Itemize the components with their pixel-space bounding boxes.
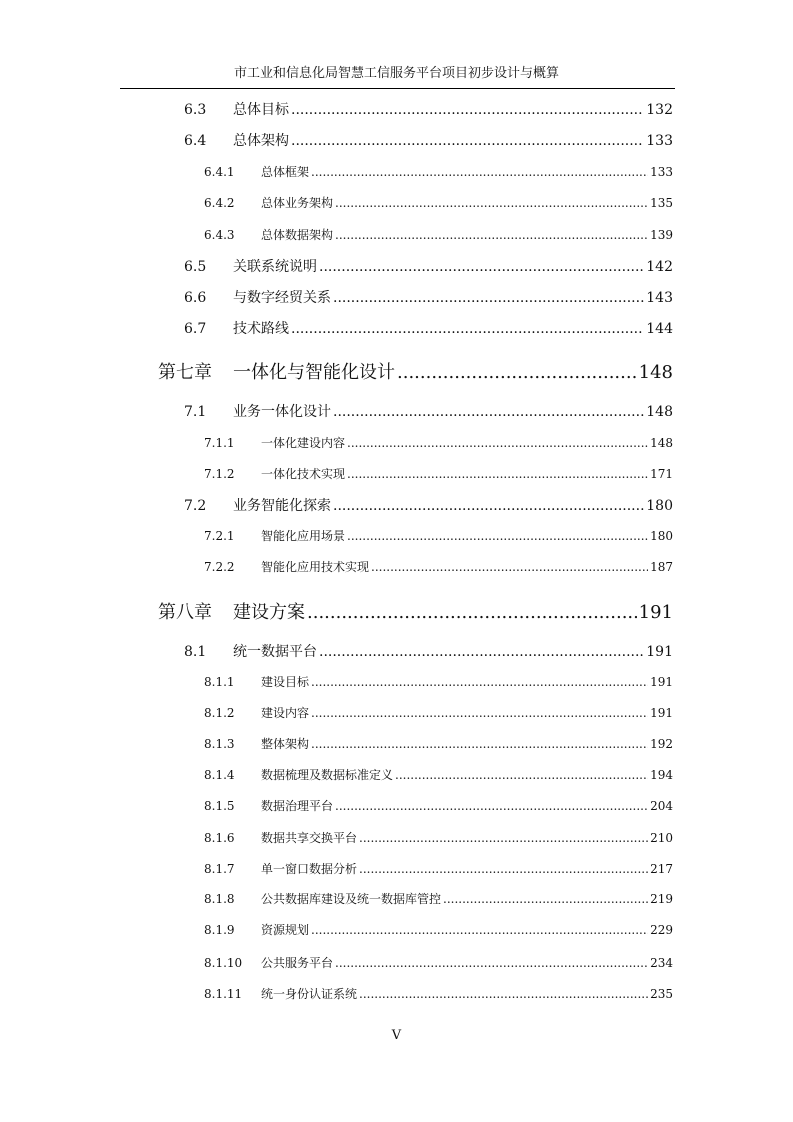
toc-dot-leader (335, 228, 648, 242)
toc-entry-title: 总体框架 (261, 165, 310, 179)
toc-entry-title: 一体化技术实现 (261, 467, 346, 481)
toc-dot-leader (333, 498, 644, 514)
toc-dot-leader (291, 133, 644, 149)
toc-entry-number: 8.1.3 (204, 737, 235, 751)
toc-entry-title: 总体目标 (233, 102, 289, 118)
toc-entry[interactable] (184, 130, 673, 150)
toc-entry[interactable] (204, 954, 673, 971)
toc-dot-leader (347, 436, 648, 450)
toc-entry[interactable] (204, 527, 673, 544)
toc-entry[interactable] (158, 358, 673, 384)
toc-entry[interactable] (204, 829, 673, 846)
toc-entry-number: 8.1.6 (204, 831, 235, 845)
toc-entry-title: 关联系统说明 (233, 259, 317, 275)
toc-dot-leader (359, 862, 648, 876)
toc-dot-leader (311, 165, 648, 179)
toc-entry-number: 8.1 (184, 644, 207, 660)
toc-entry-number: 6.6 (184, 290, 207, 306)
toc-entry-number: 7.1 (184, 404, 207, 420)
toc-entry-title: 建设方案 (233, 602, 305, 623)
toc-entry-title: 单一窗口数据分析 (261, 862, 358, 876)
toc-entry[interactable] (204, 434, 673, 451)
toc-entry-title: 数据共享交换平台 (261, 831, 358, 845)
toc-entry-title: 数据治理平台 (261, 799, 334, 813)
toc-entry-page: 235 (650, 987, 673, 1001)
toc-dot-leader (333, 290, 644, 306)
toc-entry-number: 7.2.2 (204, 560, 235, 574)
toc-entry[interactable] (204, 985, 673, 1002)
toc-entry-number: 7.2 (184, 498, 207, 514)
toc-entry-title: 数据梳理及数据标准定义 (261, 768, 394, 782)
toc-entry-number: 6.4.2 (204, 196, 235, 210)
toc-dot-leader (347, 467, 648, 481)
toc-entry-page: 229 (650, 923, 673, 937)
toc-dot-leader (335, 799, 648, 813)
toc-entry[interactable] (204, 766, 673, 783)
toc-entry-title: 整体架构 (261, 737, 310, 751)
toc-entry-page: 135 (650, 196, 673, 210)
toc-entry-number: 第八章 (158, 602, 212, 623)
toc-entry-page: 191 (650, 675, 673, 689)
toc-entry[interactable] (204, 735, 673, 752)
toc-entry-title: 智能化应用技术实现 (261, 560, 370, 574)
toc-entry-page: 180 (646, 498, 673, 514)
toc-entry-page: 139 (650, 228, 673, 242)
toc-entry-number: 第七章 (158, 362, 212, 383)
toc-entry-page: 148 (638, 362, 673, 383)
toc-entry[interactable] (204, 797, 673, 814)
toc-dot-leader (359, 987, 648, 1001)
toc-entry-number: 8.1.11 (204, 987, 243, 1001)
toc-entry[interactable] (204, 673, 673, 690)
toc-entry-number: 6.5 (184, 259, 207, 275)
toc-entry-number: 8.1.2 (204, 706, 235, 720)
toc-entry-number: 8.1.8 (204, 892, 235, 906)
toc-entry-number: 6.4 (184, 133, 207, 149)
toc-dot-leader (311, 675, 648, 689)
toc-entry[interactable] (184, 318, 673, 338)
toc-dot-leader (371, 560, 648, 574)
toc-entry[interactable] (184, 287, 673, 307)
toc-dot-leader (335, 956, 648, 970)
toc-dot-leader (335, 196, 648, 210)
toc-entry[interactable] (184, 641, 673, 661)
toc-dot-leader (443, 892, 648, 906)
toc-entry-page: 143 (646, 290, 673, 306)
toc-dot-leader (395, 768, 648, 782)
toc-entry-number: 6.4.1 (204, 165, 235, 179)
page-number: V (391, 1028, 402, 1043)
toc-entry-page: 234 (650, 956, 673, 970)
toc-entry[interactable] (204, 890, 673, 907)
toc-entry-title: 一体化与智能化设计 (233, 362, 395, 383)
toc-entry-title: 技术路线 (233, 321, 289, 337)
toc-entry-number: 8.1.1 (204, 675, 235, 689)
toc-entry-page: 187 (650, 560, 673, 574)
toc-entry-number: 7.1.2 (204, 467, 235, 481)
toc-entry-number: 6.4.3 (204, 228, 235, 242)
toc-dot-leader (347, 529, 648, 543)
toc-entry-page: 210 (650, 831, 673, 845)
toc-entry-page: 204 (650, 799, 673, 813)
toc-entry-page: 191 (650, 706, 673, 720)
toc-entry[interactable] (184, 401, 673, 421)
toc-dot-leader (311, 737, 648, 751)
toc-entry[interactable] (204, 226, 673, 243)
toc-entry-number: 6.3 (184, 102, 207, 118)
toc-entry[interactable] (158, 598, 673, 624)
toc-entry-title: 公共服务平台 (261, 956, 334, 970)
toc-entry-title: 业务一体化设计 (233, 404, 331, 420)
toc-dot-leader (291, 321, 644, 337)
toc-dot-leader (359, 831, 648, 845)
toc-entry-title: 统一数据平台 (233, 644, 317, 660)
toc-entry-page: 133 (646, 133, 673, 149)
toc-entry-title: 业务智能化探索 (233, 498, 331, 514)
toc-entry-title: 资源规划 (261, 923, 310, 937)
toc-entry-page: 148 (646, 404, 673, 420)
toc-entry[interactable] (204, 194, 673, 211)
toc-entry[interactable] (204, 921, 673, 938)
toc-dot-leader (397, 362, 637, 383)
toc-entry-page: 132 (646, 102, 673, 118)
toc-entry-title: 总体业务架构 (261, 196, 334, 210)
toc-entry[interactable] (204, 558, 673, 575)
toc-entry-page: 217 (650, 862, 673, 876)
toc-entry-page: 194 (650, 768, 673, 782)
toc-entry[interactable] (204, 704, 673, 721)
toc-entry-title: 总体数据架构 (261, 228, 334, 242)
toc-entry-page: 144 (646, 321, 673, 337)
toc-entry-number: 7.2.1 (204, 529, 235, 543)
toc-dot-leader (311, 923, 648, 937)
toc-dot-leader (319, 644, 644, 660)
toc-entry-page: 191 (646, 644, 673, 660)
toc-entry-number: 8.1.10 (204, 956, 243, 970)
toc-entry-page: 180 (650, 529, 673, 543)
toc-entry-number: 8.1.7 (204, 862, 235, 876)
toc-entry[interactable] (204, 860, 673, 877)
running-header: 市工业和信息化局智慧工信服务平台项目初步设计与概算 (233, 66, 559, 81)
toc-dot-leader (291, 102, 644, 118)
toc-entry-title: 与数字经贸关系 (233, 290, 331, 306)
toc-entry-title: 公共数据库建设及统一数据库管控 (261, 892, 442, 906)
toc-entry[interactable] (184, 99, 673, 119)
toc-entry[interactable] (204, 163, 673, 180)
toc-entry-title: 智能化应用场景 (261, 529, 346, 543)
toc-entry[interactable] (204, 465, 673, 482)
toc-dot-leader (307, 602, 637, 623)
toc-dot-leader (311, 706, 648, 720)
toc-dot-leader (319, 259, 644, 275)
toc-entry-title: 统一身份认证系统 (261, 987, 358, 1001)
toc-entry-page: 219 (650, 892, 673, 906)
toc-entry-number: 8.1.9 (204, 923, 235, 937)
toc-entry[interactable] (184, 495, 673, 515)
toc-entry-page: 171 (650, 467, 673, 481)
toc-entry-title: 总体架构 (233, 133, 289, 149)
toc-entry-number: 7.1.1 (204, 436, 235, 450)
toc-entry-page: 191 (638, 602, 673, 623)
toc-entry-number: 8.1.4 (204, 768, 235, 782)
toc-entry-page: 192 (650, 737, 673, 751)
toc-entry-page: 133 (650, 165, 673, 179)
toc-entry-title: 建设内容 (261, 706, 310, 720)
toc-dot-leader (333, 404, 644, 420)
toc-entry-page: 142 (646, 259, 673, 275)
toc-entry-title: 建设目标 (261, 675, 310, 689)
toc-entry-number: 8.1.5 (204, 799, 235, 813)
toc-entry-page: 148 (650, 436, 673, 450)
toc-entry-number: 6.7 (184, 321, 207, 337)
toc-entry-title: 一体化建设内容 (261, 436, 346, 450)
toc-entry[interactable] (184, 256, 673, 276)
